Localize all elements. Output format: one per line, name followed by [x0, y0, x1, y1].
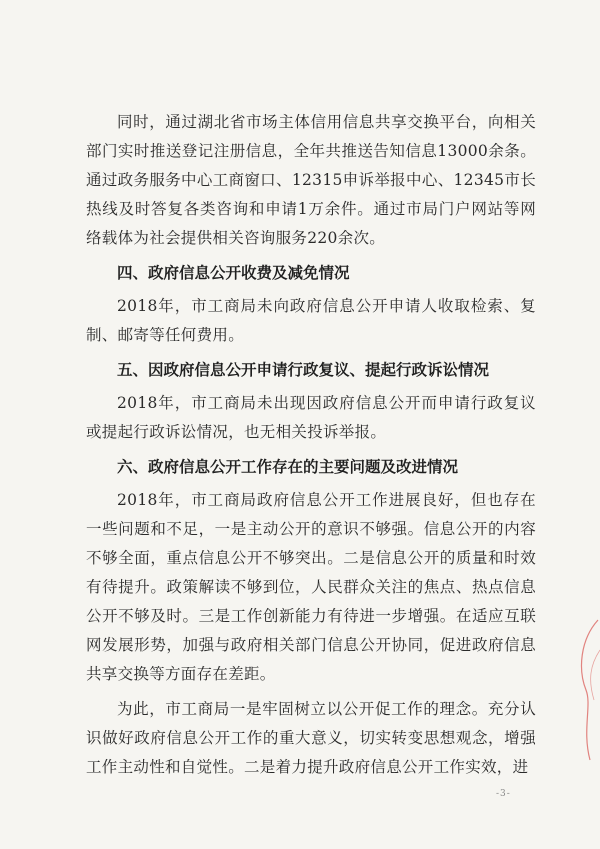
- paragraph-problems: 2018年，市工商局政府信息公开工作进展良好，但也存在一些问题和不足，一是主动公开的意识不够强。信息公开的内容不够全面，重点信息公开不够突出。二是信息公开的质量和时效有待提升。政策解读不够到位，人民群众关注的焦点、热点信息公开不够及时。三是工作创新能力有待进一步增强。在适应互联网发展形势，加强与政府相关部门信息公开协同，促进政府信息共享交换等方面存在差距。: [86, 491, 536, 683]
- document-body: [86, 108, 536, 782]
- paragraph-improvements: 为此，市工商局一是牢固树立以公开促工作的理念。充分认识做好政府信息公开工作的重大意义，切实转变思想观念，增强工作主动性和自觉性。二是着力提升政府信息公开工作实效，进: [86, 700, 536, 776]
- section-heading-problems: 六、政府信息公开工作存在的主要问题及改进情况: [117, 458, 459, 476]
- paragraph-fees: 2018年，市工商局未向政府信息公开申请人收取检索、复制、邮寄等任何费用。: [86, 297, 536, 344]
- page-number: -3-: [496, 789, 511, 799]
- section-heading-review-litigation: 五、因政府信息公开申请行政复议、提起行政诉讼情况: [117, 361, 490, 379]
- paragraph-info-push: 同时，通过湖北省市场主体信用信息共享交换平台，向相关部门实时推送登记注册信息，全年共推送告知信息13000余条。通过政务服务中心工商窗口、12315申诉举报中心、12345市长热线及时答复各类咨询和申请1万余件。通过市局门户网站等网络载体为社会提供相关咨询服务220余次。: [86, 113, 536, 247]
- red-stamp-edge: [560, 610, 600, 770]
- section-heading-fees: 四、政府信息公开收费及减免情况: [117, 264, 350, 282]
- paragraph-review-litigation: 2018年，市工商局未出现因政府信息公开而申请行政复议或提起行政诉讼情况，也无相关投诉举报。: [86, 394, 536, 441]
